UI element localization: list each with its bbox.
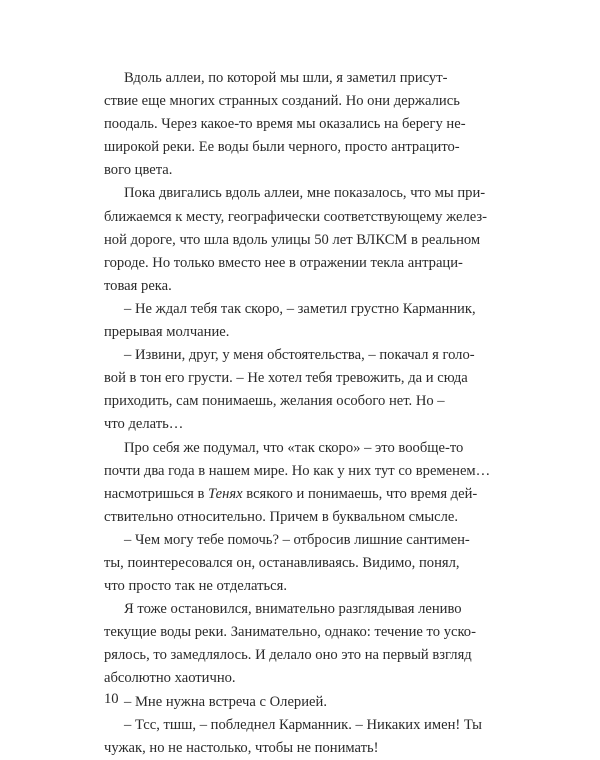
text-line: рялось, то замедлялось. И делало оно это на первый взгляд (104, 647, 472, 664)
text-line: что делать… (104, 416, 184, 433)
text-line: – Мне нужна встреча с Олерией. (124, 693, 327, 710)
text-line: ближаемся к месту, географически соответствующему желез- (104, 208, 488, 225)
text-segment: всякого и понимаешь, что время дей- (242, 485, 478, 502)
text-line: абсолютно хаотично. (104, 670, 236, 687)
text-line: Пока двигались вдоль аллеи, мне показалось, что мы при- (124, 185, 486, 202)
text-line: – Не ждал тебя так скоро, – заметил грустно Карманник, (124, 300, 476, 317)
body-text (104, 67, 496, 760)
text-line: вой в тон его грусти. – Не хотел тебя тревожить, да и сюда (104, 370, 468, 387)
text-line: Я тоже остановился, внимательно разглядывая лениво (124, 601, 462, 618)
text-line: широкой реки. Ее воды были черного, просто антрацито- (104, 139, 460, 156)
italic-word: Тенях (208, 485, 243, 502)
text-line: – Тсс, тшш, – побледнел Карманник. – Никаких имен! Ты (124, 716, 482, 733)
text-line: Вдоль аллеи, по которой мы шли, я заметил присут- (124, 70, 448, 86)
text-line: Про себя же подумал, что «так скоро» – это вообще-то (124, 439, 464, 456)
text-line (104, 483, 496, 506)
text-line: – Извини, друг, у меня обстоятельства, – покачал я голо- (124, 347, 475, 364)
text-segment: насмотришься в (104, 485, 209, 502)
text-line: товая река. (104, 277, 172, 294)
text-line: прерывая молчание. (104, 324, 230, 341)
text-line: ной дороге, что шла вдоль улицы 50 лет ВЛКСМ в реальном (104, 231, 481, 248)
text-line: вого цвета. (104, 162, 173, 179)
text-line: что просто так не отделаться. (104, 578, 287, 595)
text-line: ствительно относительно. Причем в буквальном смысле. (104, 508, 459, 525)
text-line: ствие еще многих странных созданий. Но они держались (104, 93, 460, 110)
text-line: текущие воды реки. Занимательно, однако: течение то уско- (104, 624, 476, 641)
text-line: почти два года в нашем мире. Но как у них тут со временем… (104, 462, 491, 479)
text-line: городе. Но только вместо нее в отражении текла антраци- (104, 254, 463, 271)
text-line: ты, поинтересовался он, останавливаясь. Видимо, понял, (104, 554, 460, 571)
text-line: – Чем могу тебе помочь? – отбросив лишние сантимен- (124, 531, 470, 548)
text-line: приходить, сам понимаешь, желания особого нет. Но – (104, 393, 445, 410)
text-line: чужак, но не настолько, чтобы не понимать! (104, 739, 379, 756)
text-line: поодаль. Через какое-то время мы оказались на берегу не- (104, 116, 466, 133)
page-number: 10 (104, 691, 119, 707)
